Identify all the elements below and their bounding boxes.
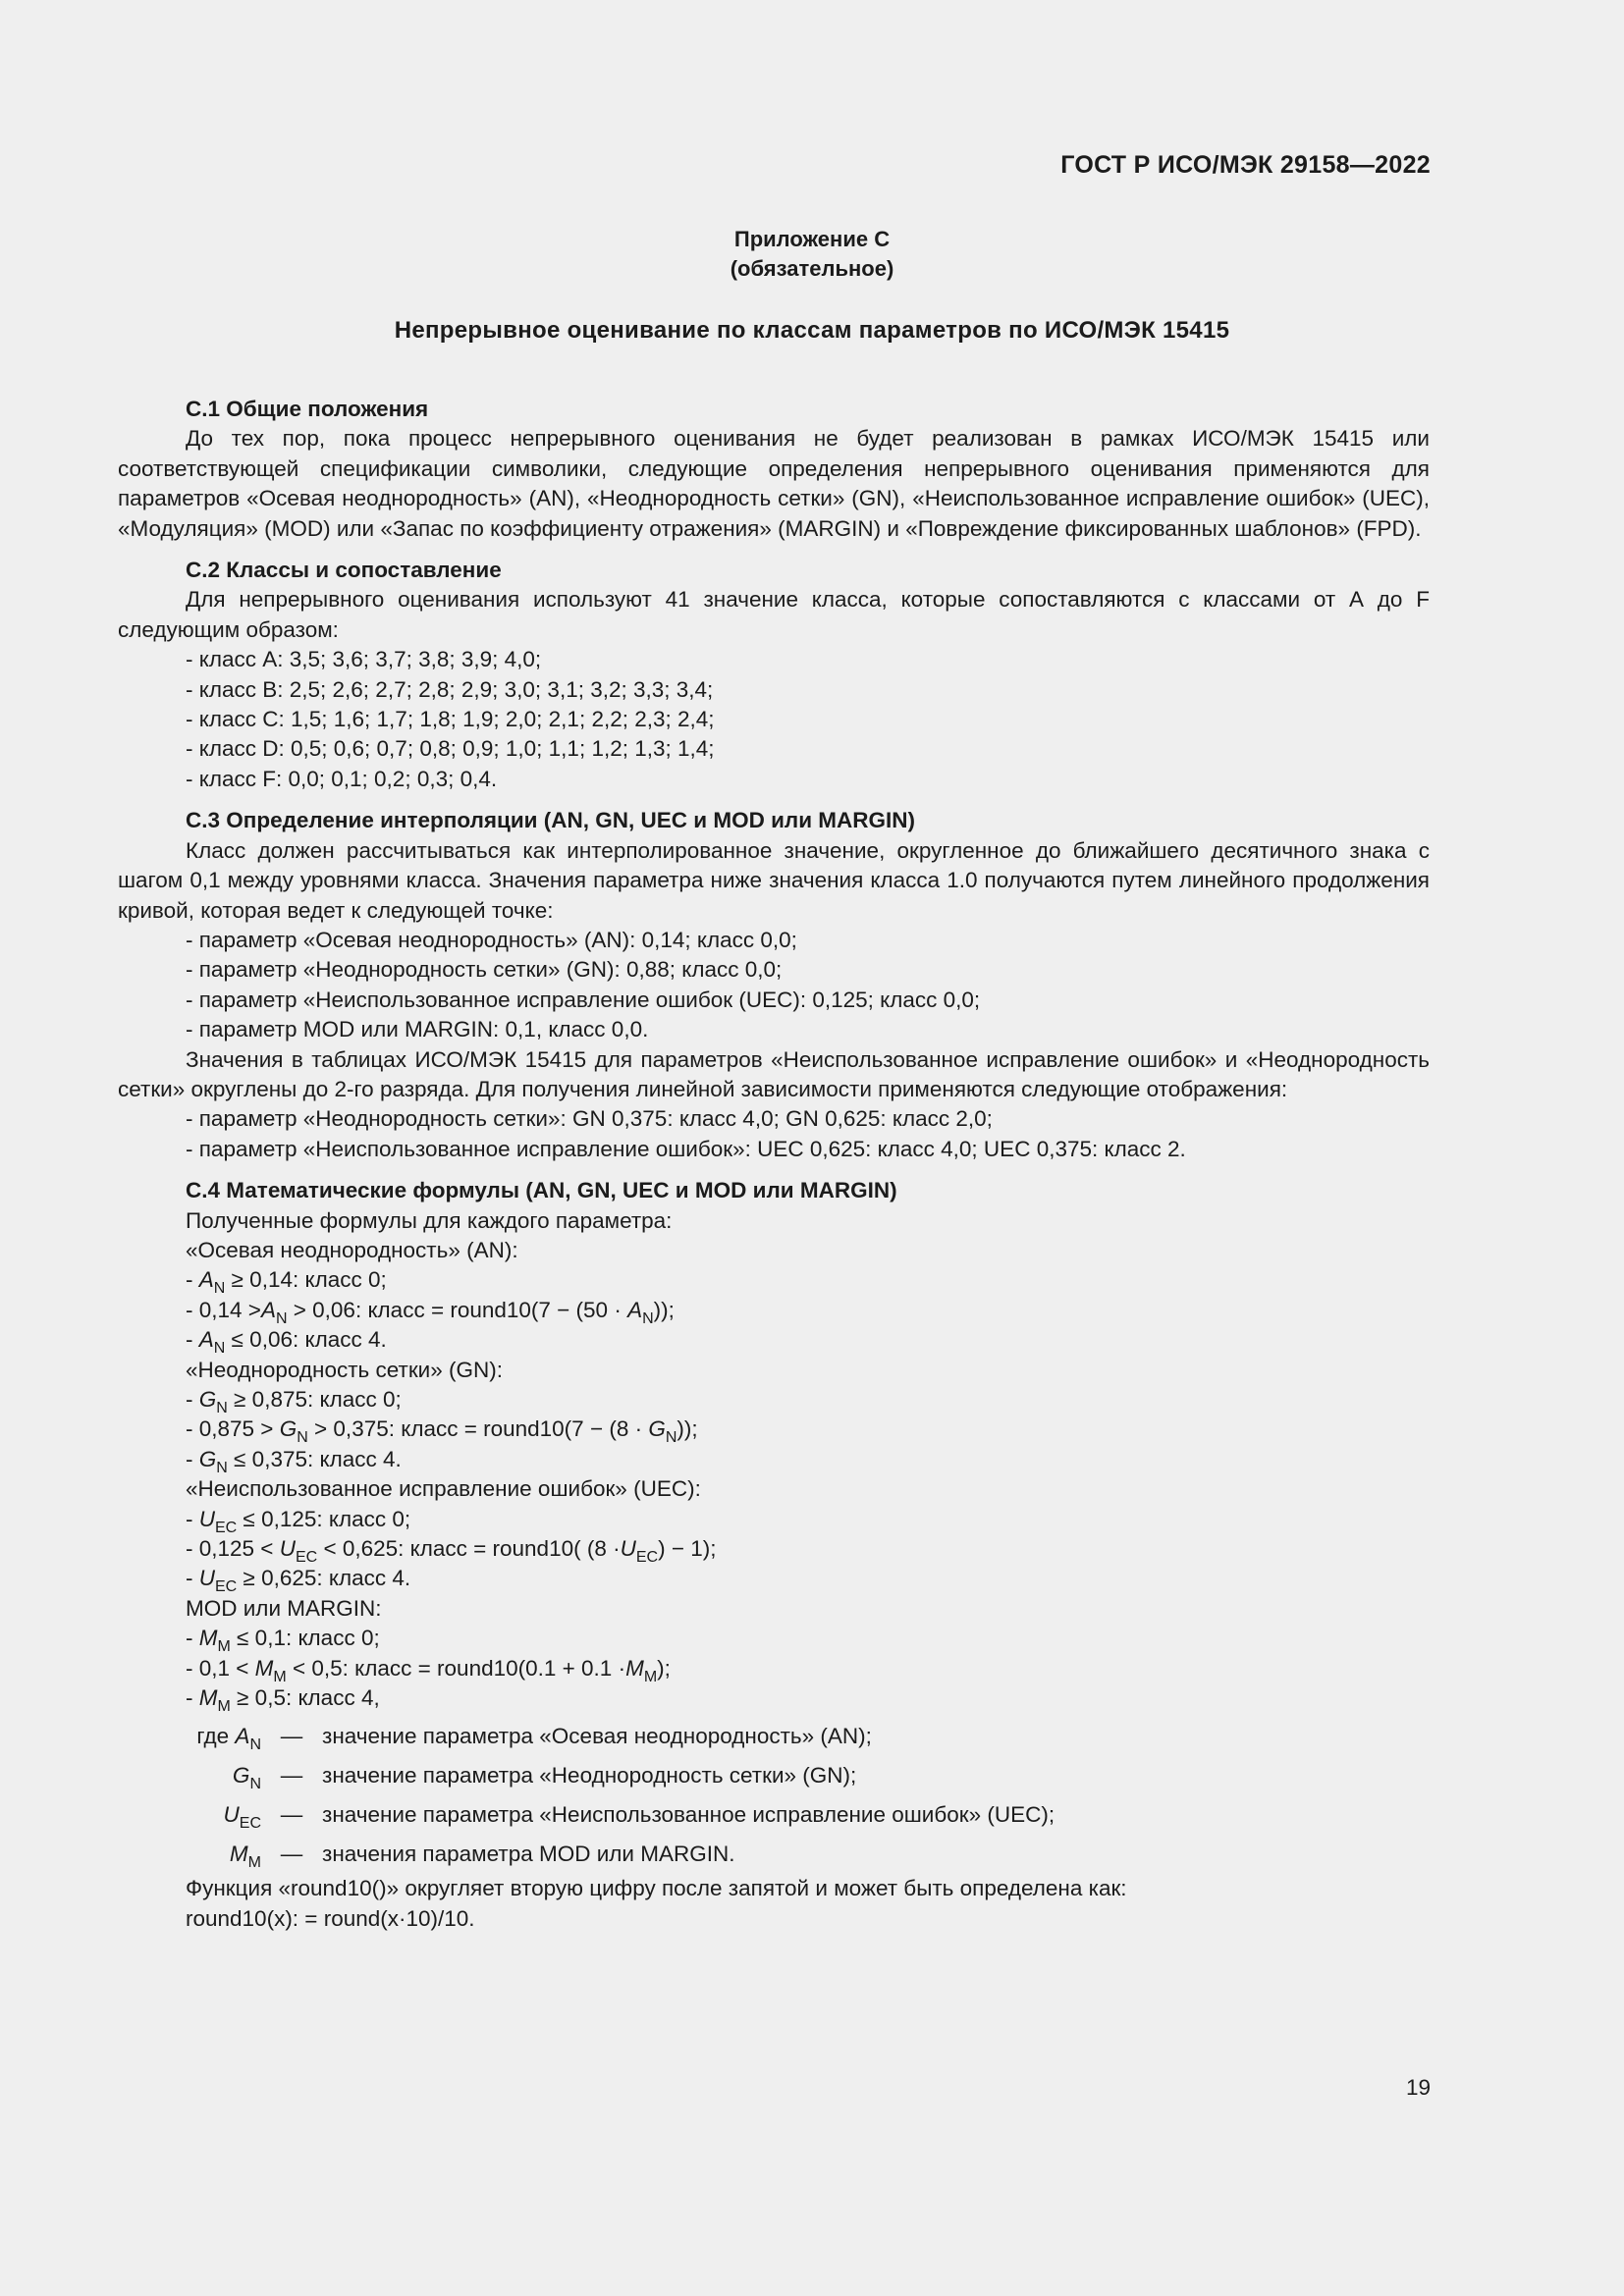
section-heading-c3: С.3 Определение интерполяции (AN, GN, UEC и MOD или MARGIN) — [186, 808, 916, 833]
formula-line: - $0,1 < M_M < 0,5$: класс = round10(0.1 + $0.1 \cdot M_M$); — [186, 1655, 671, 1685]
section-heading-c4: С.4 Математические формулы (AN, GN, UEC и MOD или MARGIN) — [186, 1178, 897, 1203]
formula-line: - $0,125 < U_{EC} < 0,625$: класс = round10( $(8 \cdot U_{EC}) - 1$); — [186, 1536, 717, 1567]
page-number: 19 — [1405, 2075, 1431, 2100]
paragraph-c1: До тех пор, пока процесс непрерывного оценивания не будет реализован в рамках ИСО/МЭК 15415 или соответствующей спецификации символики, следующие определения непрерывного оценивания применяются для параметров «Осевая неоднородность» (AN), «Неоднородность сетки» (GN), «Неиспользованное исправление ошибок» (UEC), «Модуляция» (MOD) или «Запас по коэффициенту отражения» (MARGIN) и «Повреждение фиксированных шаблонов» (FPD). — [118, 426, 1430, 541]
section-heading-c2: С.2 Классы и сопоставление — [186, 558, 502, 583]
paragraph-c3-tables: Значения в таблицах ИСО/МЭК 15415 для параметров «Неиспользованное исправление ошибок» и «Неоднородность сетки» округлены до 2-го разряда. Для получения линейной зависимости применяются следующие отображения: — [118, 1046, 1430, 1101]
definition-row: $G_N$ — значение параметра «Неоднородность сетки» (GN); — [232, 1763, 857, 1793]
list-item: - параметр «Неоднородность сетки» (GN): 0,88; класс 0,0; — [186, 957, 783, 983]
formula-line: - $G_N \ge 0,875$: класс 0; — [186, 1387, 402, 1416]
formula-line: - $M_M \ge 0,5$: класс 4, — [186, 1685, 380, 1716]
formula-line: - $A_N \le 0,06$: класс 4. — [186, 1327, 387, 1358]
list-item: - класс D: 0,5; 0,6; 0,7; 0,8; 0,9; 1,0; 1,1; 1,2; 1,3; 1,4; — [186, 736, 715, 762]
definition-row: $M_M$ — значения параметра MOD или MARGIN. — [229, 1842, 735, 1872]
formula-line: - $M_M \le 0,1$: класс 0; — [186, 1626, 380, 1656]
section-heading-c1: С.1 Общие положения — [186, 397, 429, 421]
document-body — [118, 395, 1430, 1934]
round10-description: Функция «round10()» округляет вторую цифру после запятой и может быть определена как: — [186, 1876, 1127, 1901]
list-item: - параметр «Осевая неоднородность» (AN): 0,14; класс 0,0; — [186, 927, 797, 952]
definition-row: $U_{EC}$ — значение параметра «Неиспользованное исправление ошибок» (UEC); — [223, 1802, 1056, 1833]
round10-definition: round10(x): = round(x·10)/10. — [186, 1905, 475, 1931]
appendix-title: Приложение С — [733, 227, 891, 251]
formula-line: - $0,14 >A_N > 0,06$: класс = round10(7 − $(50 \cdot A_N)$); — [186, 1297, 675, 1327]
variable-definitions — [118, 1717, 1430, 1874]
formula-group-title-uec: «Неиспользованное исправление ошибок» (UEC): — [186, 1476, 701, 1502]
list-item: - параметр «Неоднородность сетки»: GN 0,375: класс 4,0; GN 0,625: класс 2,0; — [186, 1106, 993, 1132]
formula-line: - $A_N \ge 0,14$: класс 0; — [186, 1267, 387, 1298]
list-item: - класс F: 0,0; 0,1; 0,2; 0,3; 0,4. — [186, 766, 498, 791]
formula-line: - $U_{EC} \le 0,125$: класс 0; — [186, 1506, 411, 1536]
formula-line: - $U_{EC} \ge 0,625$: класс 4. — [186, 1566, 411, 1596]
list-item: - класс A: 3,5; 3,6; 3,7; 3,8; 3,9; 4,0; — [186, 647, 542, 672]
formula-group-title-an: «Осевая неоднородность» (AN): — [186, 1237, 518, 1262]
list-item: - параметр MOD или MARGIN: 0,1, класс 0,0. — [186, 1017, 649, 1042]
list-item: - параметр «Неиспользованное исправление ошибок»: UEC 0,625: класс 4,0; UEC 0,375: класс 2. — [186, 1136, 1186, 1161]
standard-designation: ГОСТ Р ИСО/МЭК 29158—2022 — [1060, 151, 1431, 179]
list-item: - класс B: 2,5; 2,6; 2,7; 2,8; 2,9; 3,0; 3,1; 3,2; 3,3; 3,4; — [186, 676, 714, 702]
paragraph-c3: Класс должен рассчитываться как интерполированное значение, округленное до ближайшего десятичного знака с шагом 0,1 между уровнями класса. Значения параметра ниже значения класса 1.0 получаются путем линейного продолжения кривой, которая ведет к следующей точке: — [118, 837, 1430, 923]
definition-row: где $A_N$ — значение параметра «Осевая неоднородность» (AN); — [196, 1724, 872, 1754]
list-item: - параметр «Неиспользованное исправление ошибок (UEC): 0,125; класс 0,0; — [186, 987, 981, 1012]
appendix-status: (обязательное) — [730, 256, 894, 281]
appendix-name: Непрерывное оценивание по классам параметров по ИСО/МЭК 15415 — [394, 317, 1230, 344]
formula-group-title-gn: «Неоднородность сетки» (GN): — [186, 1357, 503, 1382]
list-item: - класс C: 1,5; 1,6; 1,7; 1,8; 1,9; 2,0; 2,1; 2,2; 2,3; 2,4; — [186, 707, 715, 732]
formulas-intro: Полученные формулы для каждого параметра: — [186, 1207, 673, 1233]
paragraph-c2: Для непрерывного оценивания используют 41 значение класса, которые сопоставляются с классами от А до F следующим образом: — [118, 587, 1430, 642]
formula-line: - $G_N \le 0,375$: класс 4. — [186, 1446, 402, 1476]
formula-line: - $0,875 > G_N > 0,375$: класс = round10(7 − $(8 \cdot G_N)$); — [186, 1416, 698, 1447]
formula-group-title-mod: MOD или MARGIN: — [186, 1595, 382, 1621]
